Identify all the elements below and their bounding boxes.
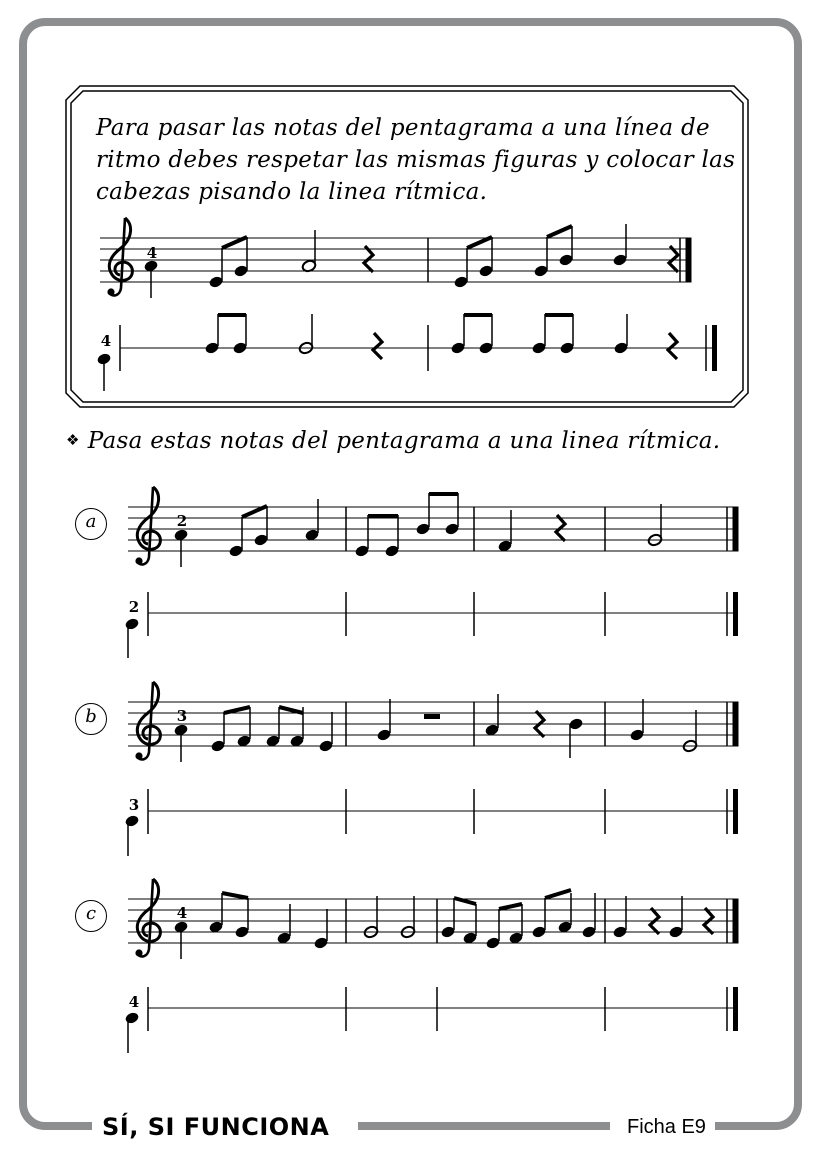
- exercise-b-time-signature: 3: [176, 707, 188, 725]
- exercise-a-notes: [173, 493, 663, 567]
- exercise-b-notes: [173, 694, 698, 762]
- example-time-signature: 4: [146, 244, 158, 262]
- exercise-label-c: c: [75, 900, 107, 932]
- footer-bar-middle: [358, 1122, 610, 1130]
- exercise-c-rhythm-line: [148, 987, 738, 1031]
- footer-sheet-code: Ficha E9: [627, 1116, 706, 1138]
- treble-clef-icon: [135, 879, 160, 957]
- footer-bar-right: [715, 1122, 721, 1130]
- treble-clef-icon: [135, 487, 160, 565]
- exercise-c-time-signature: 4: [176, 904, 188, 922]
- instructions-line: Para pasar las notas del pentagrama a una línea de: [96, 115, 710, 141]
- example-staff: [100, 238, 691, 282]
- instructions-line: ritmo debes respetar las mismas figuras y colocar las: [96, 147, 736, 173]
- treble-clef-icon: [135, 682, 160, 760]
- example-rhythm-time-signature: 4: [100, 332, 112, 350]
- instructions-line: cabezas pisando la linea rítmica.: [96, 179, 488, 205]
- rhythm-reference-note: [124, 617, 140, 631]
- task-text: Pasa estas notas del pentagrama a una linea rítmica.: [87, 428, 721, 454]
- treble-clef-icon: [107, 218, 132, 296]
- bullet-icon: ❖: [66, 431, 80, 449]
- exercise-c-notes: [173, 890, 713, 959]
- task-instruction: [66, 428, 720, 454]
- exercise-b-rhythm-line: [148, 789, 738, 834]
- exercise-a-time-signature: 2: [176, 512, 188, 530]
- example-rhythm-notes: [96, 314, 677, 391]
- footer-title: SÍ, SI FUNCIONA: [102, 1113, 330, 1141]
- exercise-b-staff: [128, 702, 738, 746]
- rhythm-reference-note: [124, 1011, 140, 1025]
- exercise-a-rhythm-line: [148, 592, 738, 636]
- exercise-c-rhythm-time-signature: 4: [128, 993, 140, 1011]
- exercise-c-staff: [128, 899, 738, 943]
- example-notes: [143, 224, 678, 298]
- exercise-a-rhythm-time-signature: 2: [128, 598, 140, 616]
- instructions-text: [96, 112, 736, 208]
- footer-bar-left: [86, 1122, 92, 1130]
- exercise-a-staff: [128, 507, 738, 551]
- exercise-b-rhythm-time-signature: 3: [128, 796, 140, 814]
- exercise-label-a: a: [75, 508, 107, 540]
- rhythm-reference-note: [124, 814, 140, 828]
- exercise-label-b: b: [75, 703, 107, 735]
